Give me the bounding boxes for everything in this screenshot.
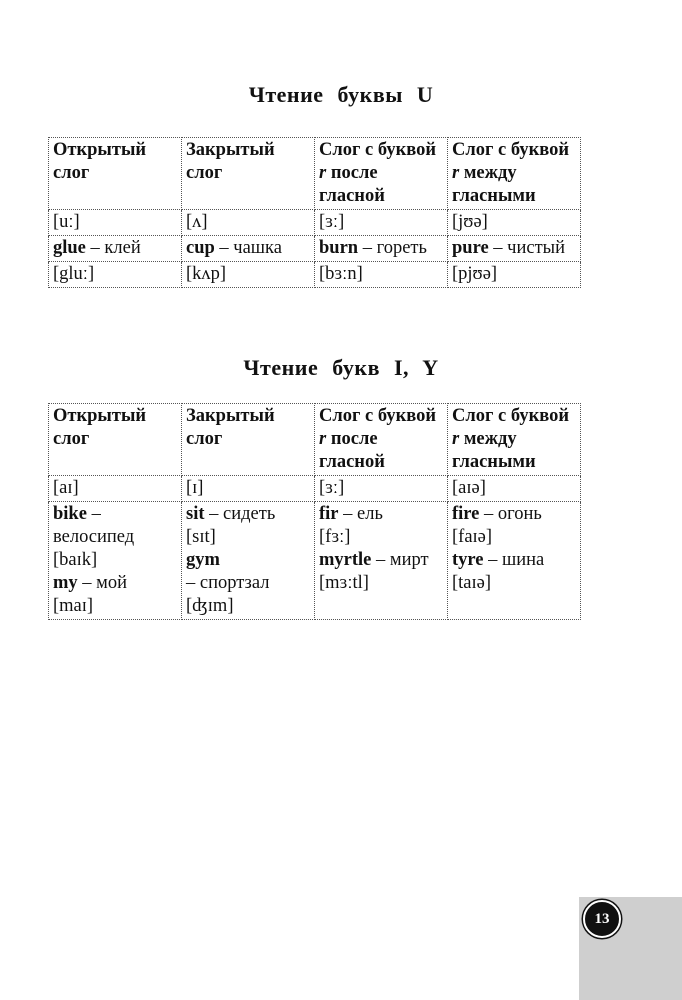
example-cell: fir – ель [fɜː] myrtle – мирт [mɜːtl] [315, 502, 448, 620]
example-cell: fire – огонь [faɪə] tyre – шина [taɪə] [448, 502, 581, 620]
sound-cell: [aɪə] [448, 476, 581, 502]
example-cell: glue – клей [49, 236, 182, 262]
header-row [49, 138, 581, 210]
header-closed-syllable: Закрытый слог [182, 404, 315, 476]
sound-cell: [ɜː] [315, 210, 448, 236]
example-cell: sit – сидеть [sɪt] gym – спортзал [ʤɪm] [182, 502, 315, 620]
table-letter-u [48, 137, 581, 288]
sound-cell: [aɪ] [49, 476, 182, 502]
page-number: 13 [583, 900, 621, 938]
transcription-row [49, 262, 581, 288]
example-row [49, 236, 581, 262]
sound-cell: [uː] [49, 210, 182, 236]
transcription-cell: [gluː] [49, 262, 182, 288]
header-open-syllable: Открытый слог [49, 404, 182, 476]
header-r-after-vowel: Слог с буквой r после гласной [315, 138, 448, 210]
sound-row [49, 476, 581, 502]
sound-row [49, 210, 581, 236]
sound-cell: [ɪ] [182, 476, 315, 502]
example-cell: burn – гореть [315, 236, 448, 262]
example-cell: bike – велосипед [baɪk] my – мой [maɪ] [49, 502, 182, 620]
example-cell: pure – чистый [448, 236, 581, 262]
sound-cell: [ʌ] [182, 210, 315, 236]
header-closed-syllable: Закрытый слог [182, 138, 315, 210]
sound-cell: [jʊə] [448, 210, 581, 236]
header-r-after-vowel: Слог с буквой r после гласной [315, 404, 448, 476]
header-row [49, 404, 581, 476]
title-letters-i-y: Чтение букв I, Y [243, 355, 439, 380]
transcription-cell: [kʌp] [182, 262, 315, 288]
transcription-cell: [pjʊə] [448, 262, 581, 288]
sound-cell: [ɜː] [315, 476, 448, 502]
transcription-cell: [bɜːn] [315, 262, 448, 288]
header-r-between-vowels: Слог с буквой r между гласными [448, 138, 581, 210]
header-open-syllable: Открытый слог [49, 138, 182, 210]
title-letter-u: Чтение буквы U [248, 82, 434, 107]
header-r-between-vowels: Слог с буквой r между гласными [448, 404, 581, 476]
example-row [49, 502, 581, 620]
example-cell: cup – чашка [182, 236, 315, 262]
table-letters-i-y [48, 403, 581, 620]
